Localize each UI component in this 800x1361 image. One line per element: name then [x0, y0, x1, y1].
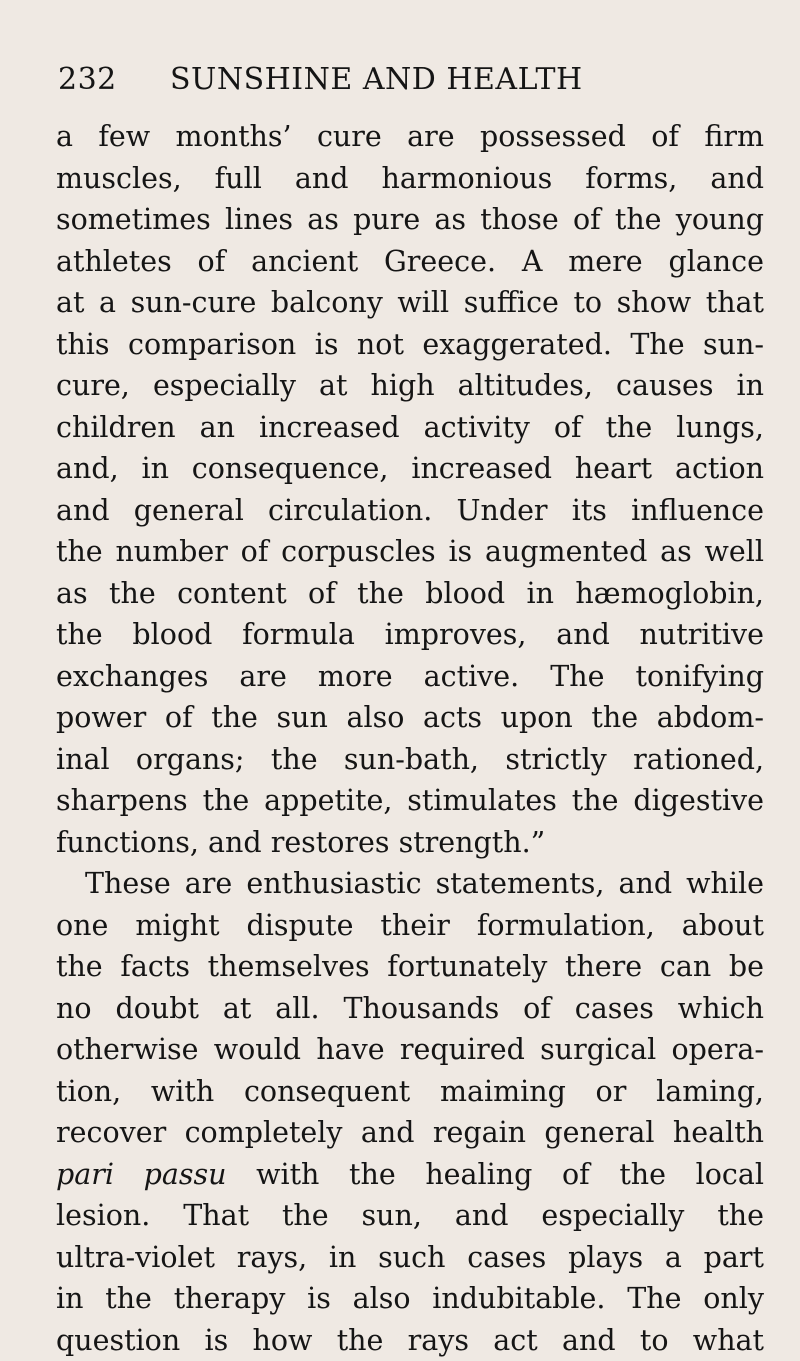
text-line: question is how the rays act and to what [56, 1320, 764, 1361]
text-line: recover completely and regain general health [56, 1112, 764, 1154]
text-line: ultra-violet rays, in such cases plays a part [56, 1237, 764, 1279]
text-line: functions, and restores strength.” [56, 822, 764, 864]
text-line: one might dispute their formulation, about [56, 905, 764, 947]
text-line: as the content of the blood in hæmoglobin, [56, 573, 764, 615]
text-line: this comparison is not exaggerated. The sun- [56, 324, 764, 366]
text-line: children an increased activity of the lungs, [56, 407, 764, 449]
text-line: the number of corpuscles is augmented as well [56, 531, 764, 573]
text-line: inal organs; the sun-bath, strictly rationed, [56, 739, 764, 781]
text-line: the facts themselves fortunately there can be [56, 946, 764, 988]
page-header [58, 62, 758, 102]
body-text [56, 116, 764, 1361]
text-line: exchanges are more active. The tonifying [56, 656, 764, 698]
page-number: 232 [58, 62, 117, 97]
text-line: muscles, full and harmonious forms, and [56, 158, 764, 200]
text-line: no doubt at all. Thousands of cases which [56, 988, 764, 1030]
text-line: power of the sun also acts upon the abdom- [56, 697, 764, 739]
text-line: the blood formula improves, and nutritive [56, 614, 764, 656]
text-line: in the therapy is also indubitable. The only [56, 1278, 764, 1320]
text-line-paragraph-start: These are enthusiastic statements, and while [56, 863, 764, 905]
text-line: and, in consequence, increased heart action [56, 448, 764, 490]
text-line: a few months’ cure are possessed of firm [56, 116, 764, 158]
text-line: otherwise would have required surgical opera- [56, 1029, 764, 1071]
text-line: and general circulation. Under its influence [56, 490, 764, 532]
text-line: cure, especially at high altitudes, causes in [56, 365, 764, 407]
text-line: pari passu with the healing of the local [56, 1154, 764, 1196]
text-line: sharpens the appetite, stimulates the digestive [56, 780, 764, 822]
text-line: athletes of ancient Greece. A mere glance [56, 241, 764, 283]
text-line: sometimes lines as pure as those of the young [56, 199, 764, 241]
italic-phrase: pari passu [56, 1158, 226, 1191]
text-line: at a sun-cure balcony will suffice to show that [56, 282, 764, 324]
text-line: lesion. That the sun, and especially the [56, 1195, 764, 1237]
running-title: SUNSHINE AND HEALTH [170, 62, 583, 97]
text-line: tion, with consequent maiming or laming, [56, 1071, 764, 1113]
